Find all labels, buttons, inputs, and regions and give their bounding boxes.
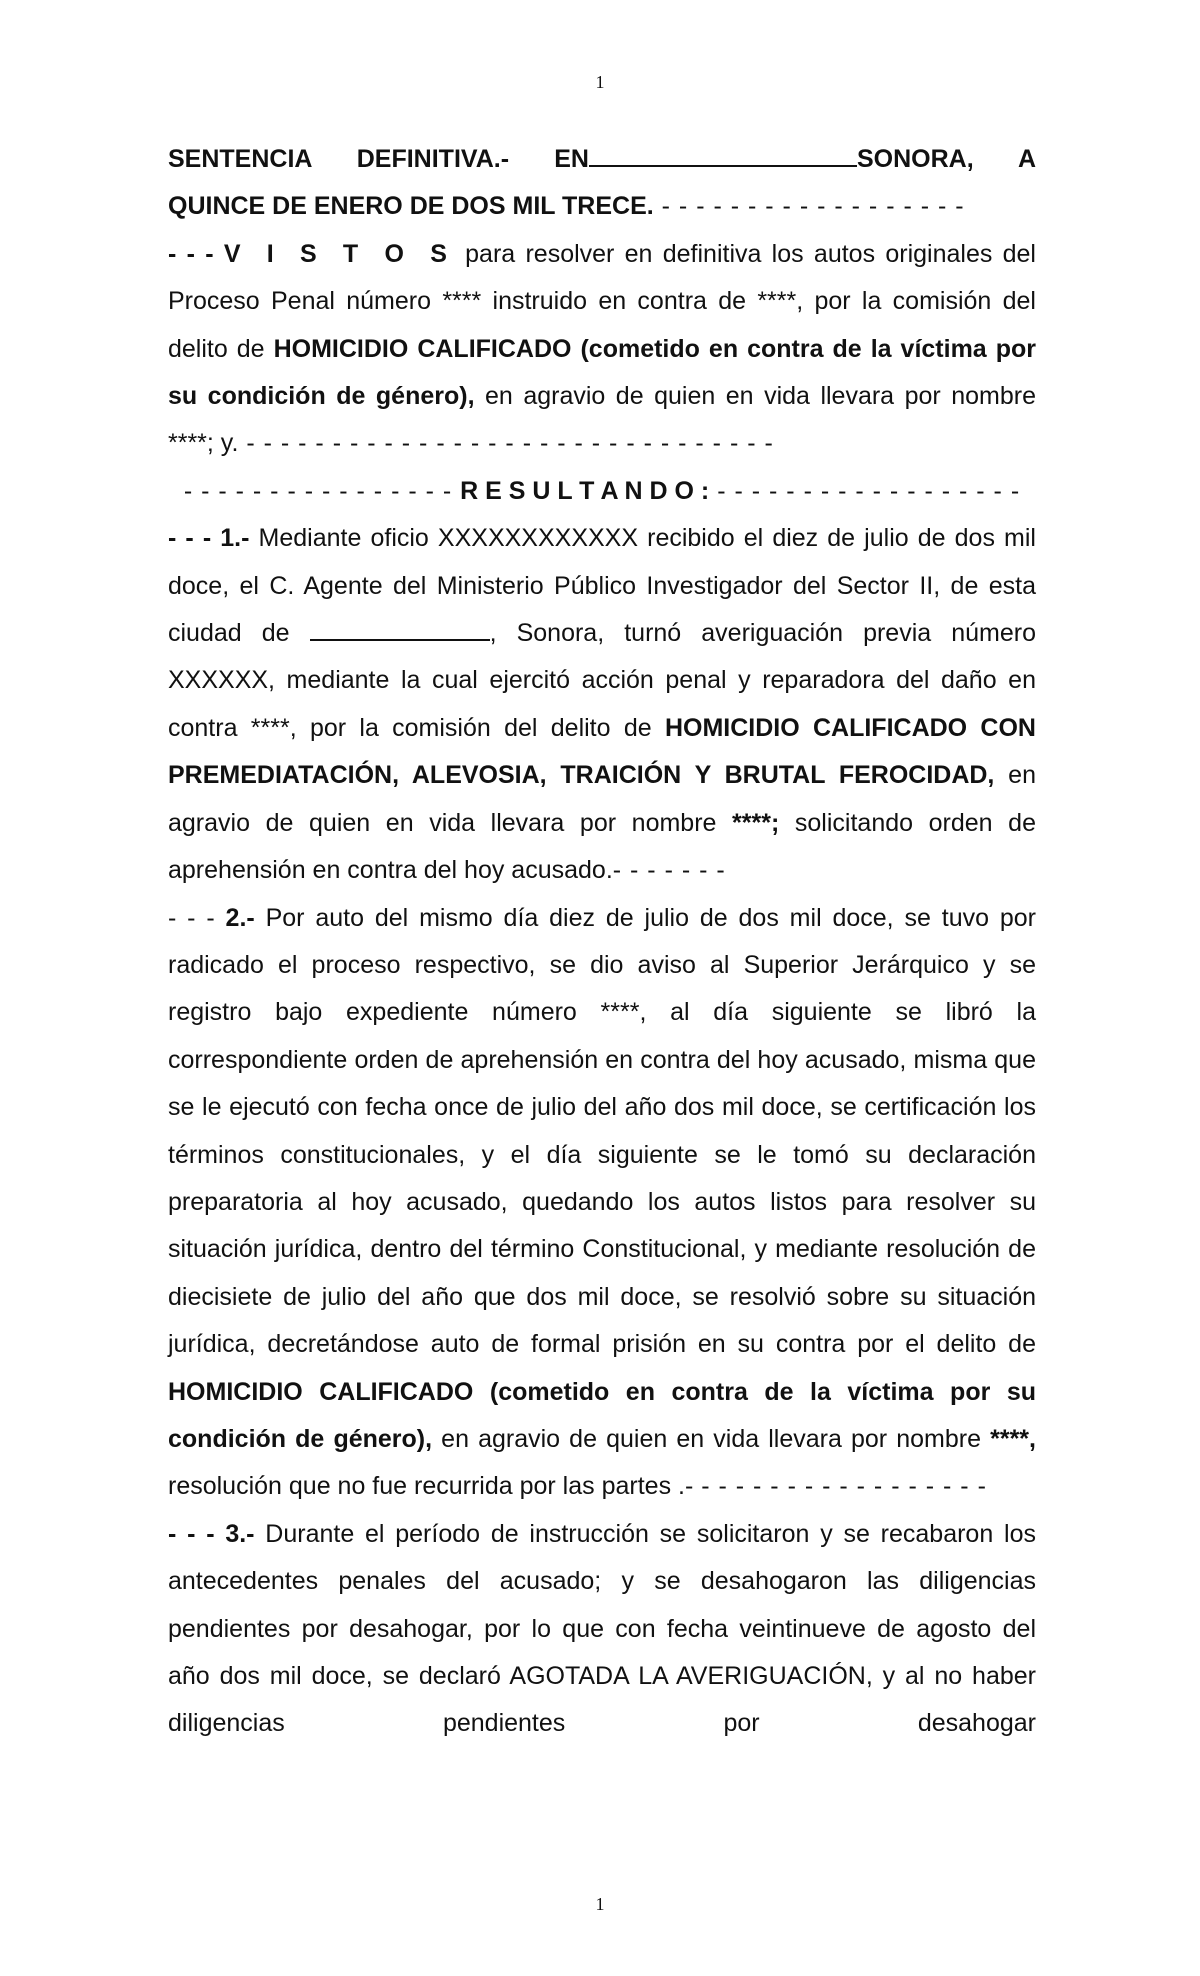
- paragraph-2-lead: - - -: [168, 903, 226, 932]
- paragraph-2-text-3: resolución que no fue recurrida por las partes .-: [168, 1472, 694, 1501]
- paragraph-2-number: 2.-: [225, 903, 255, 932]
- header-title: SENTENCIA DEFINITIVA.- EN: [168, 145, 589, 173]
- paragraph-1-text-2: , Sonora, turnó averiguación previa número XXXXXX, mediante la cual ejercitó acción penal y reparadora del daño en contra ****, por la comisión del delito de: [168, 619, 1036, 742]
- vistos-crime: HOMICIDIO CALIFICADO (cometido en contra de la víctima por su condición de género),: [168, 334, 1036, 411]
- resultando-dashes-left: - - - - - - - - - - - - - - - -: [183, 476, 461, 505]
- vistos-text-1: para resolver en definitiva los autos originales del Proceso Penal número **** instruido en contra de ****, por la comisión del delito de: [168, 239, 1036, 363]
- page-number-top: 1: [595, 72, 605, 92]
- resultando-heading: [168, 468, 1036, 515]
- resultando-label: R E S U L T A N D O :: [460, 476, 710, 505]
- city-blank-2: [310, 617, 490, 641]
- vistos-label: V I S T O S: [223, 239, 455, 268]
- paragraph-1-victim: ****;: [732, 808, 780, 837]
- paragraph-1-number: - - - 1.-: [168, 524, 250, 553]
- header-state: SONORA, A: [856, 145, 1036, 173]
- header-date: QUINCE DE ENERO DE DOS MIL TRECE.: [168, 192, 654, 221]
- paragraph-1-text-1: Mediante oficio XXXXXXXXXXXX recibido el diez de julio de dos mil doce, el C. Agente del Ministerio Público Investigador del Sector II, de esta ciudad de: [168, 524, 1036, 648]
- document-body: [168, 136, 1036, 1748]
- paragraph-2-crime: HOMICIDIO CALIFICADO (cometido en contra de la víctima por su condición de género),: [168, 1377, 1036, 1453]
- paragraph-2: [168, 895, 1036, 1511]
- paragraph-3-number: - - - 3.-: [168, 1519, 255, 1548]
- city-blank: [589, 143, 857, 167]
- paragraph-1-text-3: en agravio de quien en vida llevara por nombre: [168, 761, 1036, 837]
- paragraph-2-dashes: - - - - - - - - - - - - - - - - -: [693, 1472, 987, 1501]
- vistos-dashes: - - - - - - - - - - - - - - - - - - - - - - - - - - - - - - -: [238, 429, 774, 458]
- paragraph-2-text-1: Por auto del mismo día diez de julio de dos mil doce, se tuvo por radicado el proceso respectivo, se dio aviso al Superior Jerárquico y se registro bajo expediente número ****, al día siguiente se libró la correspondiente orden de aprehensión en contra del hoy acusado, misma que se le ejecutó con fecha once de julio del año dos mil doce, se certificación los términos constitucionales, y el día siguiente se le tomó su declaración preparatoria al hoy acusado, quedando los autos listos para resolver su situación jurídica, dentro del término Constitucional, y mediante resolución de diecisiete de julio del año que dos mil doce, se resolvió sobre su situación jurídica, decretándose auto de formal prisión en su contra por el delito de: [168, 903, 1036, 1359]
- paragraph-3-text: Durante el período de instrucción se solicitaron y se recabaron los antecedentes penales del acusado; y se desahogaron las diligencias pendientes por desahogar, por lo que con fecha veintinueve de agosto del año dos mil doce, se declaró AGOTADA LA AVERIGUACIÓN, y al no haber diligencias pendientes por desahogar: [168, 1519, 1036, 1738]
- paragraph-1-crime: HOMICIDIO CALIFICADO CON PREMEDIATACIÓN, ALEVOSIA, TRAICIÓN Y BRUTAL FEROCIDAD,: [168, 713, 1036, 790]
- page-number-bottom: 1: [595, 1894, 605, 1914]
- paragraph-3: [168, 1511, 1036, 1748]
- paragraph-1: [168, 515, 1036, 894]
- paragraph-1-text-4: solicitando orden de aprehensión en contra del hoy acusado.: [168, 808, 1036, 885]
- vistos-paragraph: [168, 231, 1036, 468]
- header-line-1: [168, 136, 1036, 183]
- header-line-2: [168, 183, 1036, 230]
- paragraph-2-text-2: en agravio de quien en vida llevara por nombre: [432, 1424, 991, 1453]
- vistos-lead: - - -: [168, 239, 224, 268]
- resultando-dashes-right: - - - - - - - - - - - - - - - - - -: [709, 476, 1021, 505]
- paragraph-1-dashes: - - - - - - -: [612, 856, 726, 885]
- paragraph-2-victim: ****,: [990, 1424, 1036, 1453]
- header-dashes: - - - - - - - - - - - - - - - - - -: [653, 192, 965, 221]
- vistos-text-2: en agravio de quien en vida llevara por nombre ****; y.: [168, 382, 1036, 458]
